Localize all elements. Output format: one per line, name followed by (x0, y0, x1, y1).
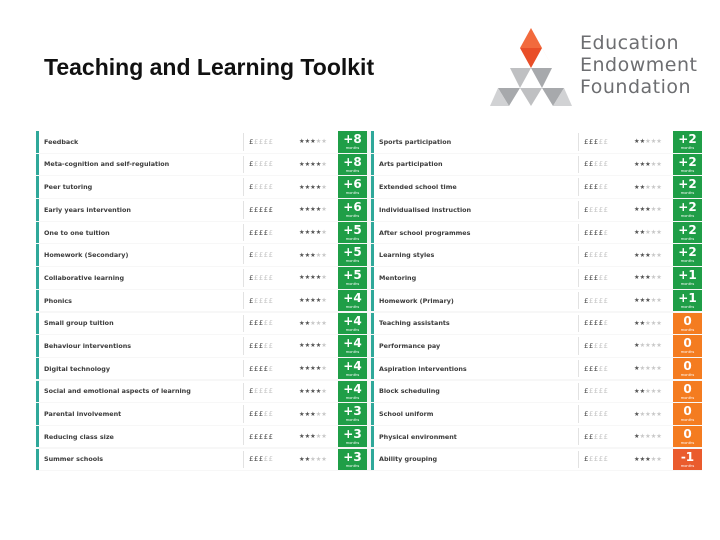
approach-name: Individualised instruction (379, 205, 472, 214)
impact-unit: months (680, 146, 695, 150)
approach-name: Social and emotional aspects of learning (44, 387, 191, 396)
evidence-rating: ★ ★ ★ ★ ★ (634, 251, 662, 259)
impact-badge (338, 335, 367, 357)
cost-rating: £ £ £ £ £ (249, 160, 274, 169)
impact-value: 0 (683, 358, 692, 373)
evidence-rating: ★ ★ ★ ★ ★ (299, 206, 327, 214)
impact-value: +6 (343, 177, 362, 192)
toolkit-row[interactable] (36, 403, 367, 425)
evidence-rating: ★ ★ ★ ★ ★ (299, 410, 327, 418)
impact-unit: months (345, 350, 360, 355)
impact-value: +5 (343, 222, 362, 237)
impact-badge (673, 358, 702, 380)
impact-value: +3 (343, 404, 362, 419)
impact-unit: months (345, 440, 360, 445)
evidence-rating: ★ ★ ★ ★ ★ (634, 160, 662, 168)
cost-rating: £ £ £ £ £ (584, 432, 609, 441)
evidence-rating: ★ ★ ★ ★ ★ (634, 365, 662, 373)
evidence-rating: ★ ★ ★ ★ ★ (299, 297, 327, 305)
cost-rating: £ £ £ £ £ (249, 410, 274, 418)
toolkit-row[interactable] (371, 290, 702, 312)
evidence-rating: ★ ★ ★ ★ ★ (299, 229, 327, 236)
impact-value: +1 (678, 268, 697, 283)
approach-name: After school programmes (379, 228, 471, 237)
impact-unit: months (680, 350, 695, 355)
impact-unit: months (680, 282, 695, 287)
cost-rating: £ £ £ £ £ (584, 251, 609, 260)
impact-value: +1 (678, 290, 697, 305)
toolkit-row[interactable] (36, 267, 367, 289)
eef-logo (488, 24, 708, 108)
cost-rating: £ £ £ £ £ (249, 432, 274, 441)
impact-badge (338, 313, 367, 335)
impact-badge (673, 426, 702, 448)
impact-badge (338, 449, 367, 471)
logo-line-3: Foundation (580, 76, 692, 98)
toolkit-row[interactable] (371, 222, 702, 244)
impact-badge (673, 154, 702, 176)
impact-unit: months (680, 214, 695, 219)
cost-rating: £ £ £ £ £ (584, 183, 609, 192)
evidence-rating: ★ ★ ★ ★ ★ (634, 410, 662, 418)
impact-badge (673, 176, 702, 198)
impact-value: +2 (678, 132, 697, 146)
impact-unit: months (345, 168, 360, 173)
toolkit-row[interactable] (371, 403, 702, 425)
impact-unit: months (680, 168, 695, 173)
impact-badge (338, 222, 367, 244)
cost-rating: £ £ £ £ £ (249, 137, 274, 146)
toolkit-row[interactable] (371, 381, 702, 403)
toolkit-row[interactable] (36, 381, 367, 403)
impact-badge (673, 222, 702, 244)
approach-name: Teaching assistants (379, 319, 450, 328)
toolkit-row[interactable] (36, 244, 367, 266)
impact-badge (673, 449, 702, 471)
toolkit-row[interactable] (36, 426, 367, 448)
cost-rating: £ £ £ £ £ (584, 205, 609, 214)
approach-name: Early years intervention (44, 205, 131, 214)
evidence-rating: ★ ★ ★ ★ ★ (634, 274, 662, 282)
toolkit-row[interactable] (371, 176, 702, 198)
impact-unit: months (680, 259, 695, 264)
impact-unit: months (345, 327, 360, 332)
evidence-rating: ★ ★ ★ ★ ★ (299, 387, 327, 395)
impact-value: 0 (683, 426, 692, 441)
cost-rating: £ £ £ £ £ (249, 455, 274, 464)
impact-value: +2 (678, 200, 697, 215)
approach-name: Feedback (44, 137, 79, 146)
impact-badge (673, 403, 702, 425)
impact-unit: months (345, 259, 360, 264)
impact-unit: months (680, 327, 695, 332)
impact-badge (338, 154, 367, 176)
impact-value: +4 (343, 290, 362, 305)
cost-rating: £ £ £ £ £ (584, 341, 609, 350)
impact-badge (338, 403, 367, 425)
impact-badge (673, 199, 702, 221)
impact-unit: months (345, 372, 360, 377)
cost-rating: £ £ £ £ £ (249, 205, 274, 214)
evidence-rating: ★ ★ ★ ★ ★ (299, 160, 327, 168)
toolkit-row[interactable] (371, 426, 702, 448)
page-title: Teaching and Learning Toolkit (44, 54, 375, 80)
impact-badge (338, 176, 367, 198)
toolkit-row[interactable] (36, 358, 367, 380)
impact-value: +8 (343, 154, 362, 169)
evidence-rating: ★ ★ ★ ★ ★ (634, 229, 662, 236)
impact-badge (673, 335, 702, 357)
approach-name: Collaborative learning (44, 273, 125, 282)
impact-badge (338, 426, 367, 448)
approach-name: Performance pay (379, 341, 441, 350)
impact-unit: months (680, 372, 695, 377)
approach-name: Sports participation (379, 137, 452, 146)
toolkit-row[interactable] (371, 267, 702, 289)
impact-badge (338, 131, 367, 153)
toolkit-row[interactable] (371, 313, 702, 335)
toolkit-row[interactable] (36, 335, 367, 357)
cost-rating: £ £ £ £ £ (584, 319, 609, 328)
evidence-rating: ★ ★ ★ ★ ★ (634, 138, 662, 146)
impact-value: +2 (678, 222, 697, 237)
toolkit-row[interactable] (36, 290, 367, 312)
evidence-rating: ★ ★ ★ ★ ★ (299, 319, 327, 327)
impact-badge (673, 381, 702, 403)
impact-badge (338, 290, 367, 312)
approach-name: School uniform (379, 410, 434, 418)
impact-value: +8 (343, 132, 362, 146)
approach-name: Meta-cognition and self-regulation (44, 160, 170, 169)
approach-name: One to one tuition (44, 228, 110, 237)
impact-unit: months (680, 236, 695, 241)
evidence-rating: ★ ★ ★ ★ ★ (634, 183, 662, 191)
impact-badge (673, 244, 702, 266)
toolkit-row[interactable] (371, 199, 702, 221)
impact-value: 0 (683, 336, 692, 351)
impact-unit: months (345, 395, 360, 400)
evidence-rating: ★ ★ ★ ★ ★ (634, 433, 662, 441)
approach-name: Arts participation (379, 160, 443, 169)
impact-badge (338, 381, 367, 403)
cost-rating: £ £ £ £ £ (584, 296, 609, 305)
toolkit-row[interactable] (36, 313, 367, 335)
impact-value: +2 (678, 154, 697, 169)
impact-value: +5 (343, 245, 362, 260)
impact-value: +6 (343, 200, 362, 215)
approach-name: Small group tuition (44, 319, 114, 328)
triangle-logo-icon (488, 24, 574, 108)
approach-name: Learning styles (379, 251, 435, 260)
evidence-rating: ★ ★ ★ ★ ★ (299, 455, 327, 463)
cost-rating: £ £ £ £ £ (249, 296, 274, 305)
impact-unit: months (345, 146, 360, 150)
approach-name: Block scheduling (379, 387, 440, 396)
evidence-rating: ★ ★ ★ ★ ★ (299, 342, 327, 350)
evidence-rating: ★ ★ ★ ★ ★ (299, 251, 327, 259)
toolkit-row[interactable] (36, 222, 367, 244)
toolkit-row[interactable] (371, 154, 702, 176)
impact-badge (673, 313, 702, 335)
impact-unit: months (345, 282, 360, 287)
evidence-rating: ★ ★ ★ ★ ★ (299, 183, 327, 191)
impact-unit: months (680, 395, 695, 400)
impact-badge (338, 358, 367, 380)
impact-unit: months (345, 191, 360, 196)
toolkit-row[interactable] (36, 154, 367, 176)
toolkit-row[interactable] (36, 176, 367, 198)
toolkit-row[interactable] (371, 244, 702, 266)
toolkit-row[interactable] (36, 199, 367, 221)
evidence-rating: ★ ★ ★ ★ ★ (634, 342, 662, 350)
impact-badge (673, 290, 702, 312)
approach-name: Summer schools (44, 455, 104, 464)
approach-name: Peer tutoring (44, 183, 93, 192)
logo-line-1: Education (580, 32, 680, 54)
evidence-rating: ★ ★ ★ ★ ★ (634, 206, 662, 214)
impact-value: +5 (343, 268, 362, 283)
cost-rating: £ £ £ £ £ (584, 228, 609, 237)
approach-name: Digital technology (44, 364, 111, 373)
cost-rating: £ £ £ £ £ (249, 387, 274, 396)
cost-rating: £ £ £ £ £ (584, 273, 609, 282)
impact-unit: months (345, 214, 360, 219)
cost-rating: £ £ £ £ £ (249, 251, 274, 260)
evidence-rating: ★ ★ ★ ★ ★ (299, 138, 327, 146)
impact-unit: months (345, 236, 360, 241)
logo-line-2: Endowment (580, 54, 698, 76)
impact-badge (338, 199, 367, 221)
approach-name: Parental involvement (44, 410, 122, 418)
approach-name: Mentoring (379, 273, 417, 282)
impact-unit: months (680, 440, 695, 445)
impact-value: 0 (683, 313, 692, 328)
cost-rating: £ £ £ £ £ (249, 273, 274, 282)
toolkit-row[interactable] (371, 358, 702, 380)
approach-name: Homework (Secondary) (44, 251, 129, 260)
evidence-rating: ★ ★ ★ ★ ★ (299, 433, 327, 441)
evidence-rating: ★ ★ ★ ★ ★ (299, 365, 327, 373)
impact-value: 0 (683, 404, 692, 419)
toolkit-row[interactable] (36, 131, 367, 153)
impact-badge (338, 244, 367, 266)
impact-value: +2 (678, 177, 697, 192)
approach-name: Phonics (44, 296, 72, 305)
impact-unit: months (345, 418, 360, 423)
evidence-rating: ★ ★ ★ ★ ★ (634, 387, 662, 395)
cost-rating: £ £ £ £ £ (584, 160, 609, 169)
cost-rating: £ £ £ £ £ (249, 364, 274, 373)
toolkit-column-right (371, 131, 702, 471)
impact-badge (673, 131, 702, 153)
impact-unit: months (345, 463, 360, 468)
toolkit-row[interactable] (36, 449, 367, 471)
evidence-rating: ★ ★ ★ ★ ★ (299, 274, 327, 282)
impact-value: +4 (343, 336, 362, 351)
approach-name: Extended school time (379, 183, 457, 192)
evidence-rating: ★ ★ ★ ★ ★ (634, 455, 662, 463)
impact-unit: months (680, 463, 695, 468)
toolkit-row[interactable] (371, 449, 702, 471)
cost-rating: £ £ £ £ £ (249, 228, 274, 237)
approach-name: Reducing class size (44, 432, 114, 441)
approach-name: Behaviour interventions (44, 341, 132, 350)
impact-value: +4 (343, 313, 362, 328)
toolkit-row[interactable] (371, 335, 702, 357)
impact-value: 0 (683, 381, 692, 396)
cost-rating: £ £ £ £ £ (584, 455, 609, 464)
impact-value: +4 (343, 358, 362, 373)
cost-rating: £ £ £ £ £ (584, 387, 609, 396)
impact-value: -1 (680, 449, 695, 464)
impact-badge (673, 267, 702, 289)
approach-name: Homework (Primary) (379, 296, 454, 305)
evidence-rating: ★ ★ ★ ★ ★ (634, 297, 662, 305)
approach-name: Physical environment (379, 432, 457, 441)
impact-value: +3 (343, 426, 362, 441)
toolkit-row[interactable] (371, 131, 702, 153)
cost-rating: £ £ £ £ £ (584, 137, 609, 146)
cost-rating: £ £ £ £ £ (249, 319, 274, 328)
impact-badge (338, 267, 367, 289)
approach-name: Aspiration interventions (379, 364, 467, 373)
impact-unit: months (345, 304, 360, 309)
cost-rating: £ £ £ £ £ (249, 183, 274, 192)
impact-unit: months (680, 304, 695, 309)
impact-unit: months (680, 191, 695, 196)
impact-unit: months (680, 418, 695, 423)
toolkit-table (36, 131, 702, 471)
cost-rating: £ £ £ £ £ (584, 364, 609, 373)
cost-rating: £ £ £ £ £ (249, 341, 274, 350)
impact-value: +2 (678, 245, 697, 260)
evidence-rating: ★ ★ ★ ★ ★ (634, 319, 662, 327)
toolkit-column-left (36, 131, 367, 471)
cost-rating: £ £ £ £ £ (584, 410, 609, 418)
impact-value: +4 (343, 381, 362, 396)
impact-value: +3 (343, 449, 362, 464)
approach-name: Ability grouping (379, 455, 438, 464)
